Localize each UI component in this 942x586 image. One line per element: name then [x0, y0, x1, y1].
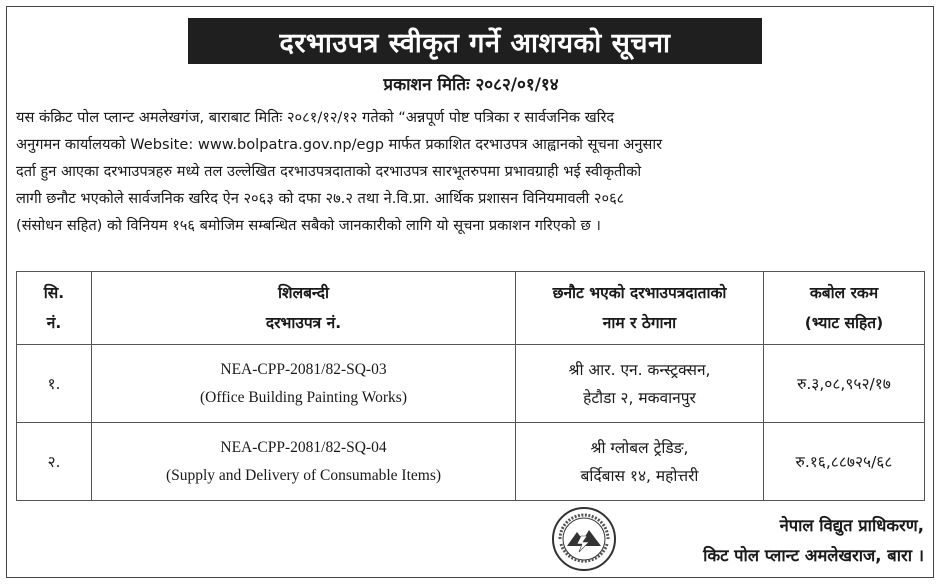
- row-serial: १.: [17, 345, 92, 423]
- header-text: सि.: [43, 284, 65, 302]
- row-bid-number: [92, 345, 516, 423]
- header-serial-no: [17, 272, 92, 345]
- row-bidder: [516, 423, 764, 501]
- table-header-row: [17, 272, 925, 345]
- header-amount: [764, 272, 925, 345]
- bidder-address: बर्दिबास १४, महोत्तरी: [580, 466, 699, 485]
- row-amount: रु.१६,८८७२५/६८: [764, 423, 925, 501]
- table-row: [17, 423, 925, 501]
- header-bid-number: [92, 272, 516, 345]
- row-bidder: [516, 345, 764, 423]
- header-text: शिलबन्दी: [278, 284, 329, 302]
- body-line: अनुगमन कार्यालयको Website: www.bolpatra.gov.np/egp मार्फत प्रकाशित दरभाउपत्र आह्वानको सूचना अनुसार: [16, 136, 663, 153]
- bidder-name: श्री आर. एन. कन्स्ट्रक्सन,: [568, 360, 711, 379]
- bidder-address: हेटौडा २, मकवानपुर: [583, 388, 696, 407]
- award-table: [16, 271, 925, 501]
- header-text: नाम र ठेगाना: [602, 314, 677, 332]
- body-line: यस कंक्रिट पोल प्लान्ट अमलेखगंज, बाराबाट मितिः २०८१/१२/१२ गतेको “अन्नपूर्ण पोष्ट पत्रिका र सार्वजनिक खरिद: [16, 109, 615, 126]
- row-amount: रु.३,०८,९५२/१७: [764, 345, 925, 423]
- bidder-name: श्री ग्लोबल ट्रेडिङ,: [590, 438, 689, 457]
- nea-seal-logo: [551, 506, 617, 572]
- publication-date: प्रकाशन मितिः २०८२/०१/१४: [383, 75, 559, 95]
- bid-desc: (Office Building Painting Works): [200, 388, 407, 406]
- header-bidder: [516, 272, 764, 345]
- bid-no: NEA-CPP-2081/82-SQ-04: [220, 438, 387, 456]
- bid-desc: (Supply and Delivery of Consumable Items): [165, 466, 442, 484]
- notice-title: दरभाउपत्र स्वीकृत गर्ने आशयको सूचना: [188, 18, 762, 64]
- header-text: छनौट भएको दरभाउपत्रदाताको: [552, 284, 727, 302]
- body-line: दर्ता हुन आएका दरभाउपत्रहरु मध्ये तल उल्लेखित दरभाउपत्रदाताको दरभाउपत्र सारभूतरुपमा प्रभावग्राही भई स्वीकृतीको: [16, 163, 642, 180]
- header-text: नं.: [46, 314, 62, 332]
- header-text: कबोल रकम: [809, 284, 879, 302]
- header-text: (भ्याट सहित): [804, 314, 884, 332]
- table-row: [17, 345, 925, 423]
- row-serial: २.: [17, 423, 92, 501]
- bid-no: NEA-CPP-2081/82-SQ-03: [220, 360, 387, 378]
- issuer-block: [703, 511, 924, 571]
- issuer-line2: किट पोल प्लान्ट अमलेखराज, बारा ।: [703, 546, 924, 565]
- body-line: (संसोधन सहित) को विनियम १५६ बमोजिम सम्बन्धित सबैको जानकारीको लागि यो सूचना प्रकाशन गरिएको छ ।: [16, 217, 601, 234]
- body-line: लागी छनौट भएकोले सार्वजनिक खरिद ऐन २०६३ को दफा २७.२ तथा ने.वि.प्रा. आर्थिक प्रशासन विनियमावली २०६८: [16, 190, 625, 207]
- issuer-line1: नेपाल विद्युत प्राधिकरण,: [779, 516, 924, 535]
- header-text: दरभाउपत्र नं.: [265, 314, 342, 332]
- row-bid-number: [92, 423, 516, 501]
- notice-body: [16, 104, 924, 239]
